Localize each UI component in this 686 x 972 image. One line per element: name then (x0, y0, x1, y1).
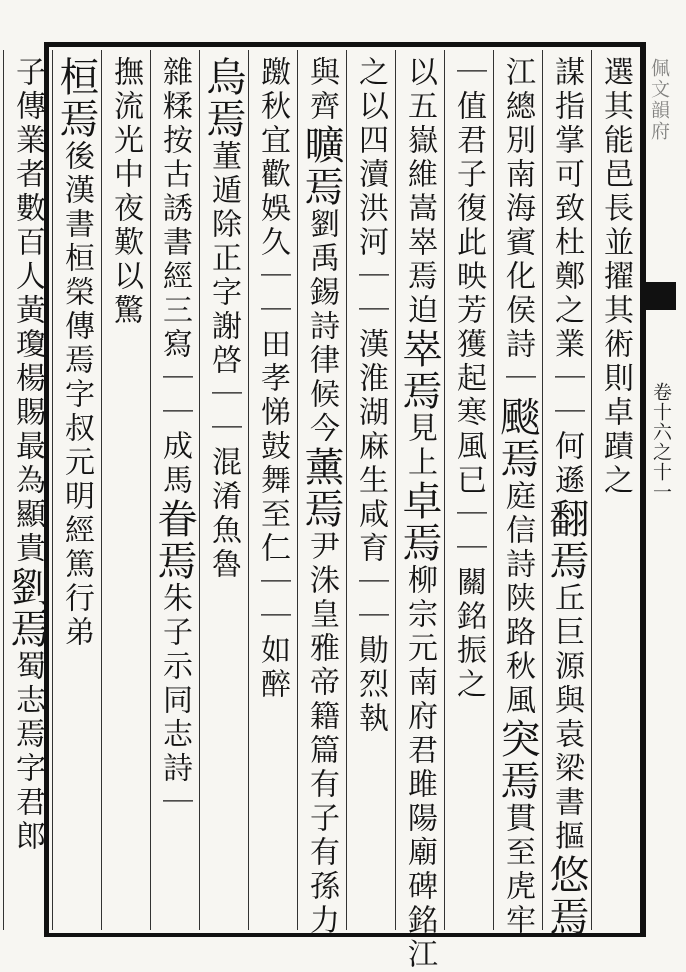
text-column (0, 50, 3, 930)
text-run: 摳 (549, 820, 584, 854)
text-column (395, 50, 444, 972)
juan-number: 卷十六之十一 (650, 382, 672, 502)
text-column (542, 50, 591, 938)
text-column (297, 50, 346, 938)
text-run: 見上 (402, 412, 437, 480)
text-run: 之以四瀆洪河｜｜ (353, 56, 388, 328)
text-run: 與袁梁書 (549, 684, 584, 820)
text-run: 尹洙皇雅帝籍篇有子有孫力 (304, 530, 339, 938)
text-run: 柳宗元南府君雎陽廟碑銘江 (402, 564, 437, 972)
text-run: 起寒風已｜｜ (451, 362, 486, 566)
headword: 突焉 (494, 718, 540, 802)
text-run: 董遁除正字謝啓｜｜混淆魚魯 (206, 140, 241, 582)
headword: 薰焉 (298, 446, 344, 530)
text-column (346, 50, 395, 930)
text-run: 蜀志焉字君郎 (10, 650, 45, 854)
text-column (3, 50, 52, 930)
text-run: 後漢書桓榮傳焉字叔元明經篤行弟 (59, 140, 94, 650)
text-column (199, 50, 248, 930)
text-column (493, 50, 542, 938)
text-run: 雜糅按古誘書經三寫｜｜成馬 (157, 56, 192, 498)
text-column (101, 50, 150, 930)
text-run: ｜值君子復此映芳獲 (451, 56, 486, 362)
text-column (248, 50, 297, 930)
headword: 颷焉 (494, 396, 540, 480)
headword: 卓焉 (396, 480, 442, 564)
text-column (52, 50, 101, 930)
headword: 翻焉 (543, 498, 589, 582)
text-run: 撫流光中夜歎以驚 (108, 56, 143, 328)
headword: 桓焉 (53, 56, 99, 140)
text-run: 以五嶽維嵩崒焉迫 (402, 56, 437, 328)
text-run: 劉禹錫詩律候今 (304, 208, 339, 446)
text-column (591, 50, 640, 930)
text-run: 朱子示同志詩｜ (157, 582, 192, 820)
text-run: 與齊 (304, 56, 339, 124)
text-run: 丘巨源 (549, 582, 584, 684)
text-run: 庭信詩陕路秋風 (500, 480, 535, 718)
text-run: 江總別南海賓化侯詩｜ (500, 56, 535, 396)
text-run: 躈秋宜歡娛久｜｜ (255, 56, 290, 328)
book-title: 佩文韻府 (648, 58, 670, 142)
text-columns (4, 50, 640, 972)
text-column (444, 50, 493, 930)
text-run: 子傳業者數百人黃瓊楊賜最為顯貴 (10, 56, 45, 566)
text-run: 謀指掌可致杜鄭之業｜｜何遜 (549, 56, 584, 498)
text-run: 選其能邑長並擢其術則卓蹟之 (598, 56, 633, 498)
text-run: 貫至虎牢 (500, 802, 535, 938)
headword: 烏焉 (200, 56, 246, 140)
headword: 崒焉 (396, 328, 442, 412)
text-run: 關銘振之 (451, 566, 486, 702)
text-column (150, 50, 199, 930)
headword: 悠焉 (543, 854, 589, 938)
headword: 劉焉 (4, 566, 50, 650)
headword: 眷焉 (151, 498, 197, 582)
text-run: 田孝悌鼓舞至仁｜｜如醉 (255, 328, 290, 702)
text-run: 漢淮湖麻生咸育｜｜勛烈執 (353, 328, 388, 736)
headword: 曠焉 (298, 124, 344, 208)
